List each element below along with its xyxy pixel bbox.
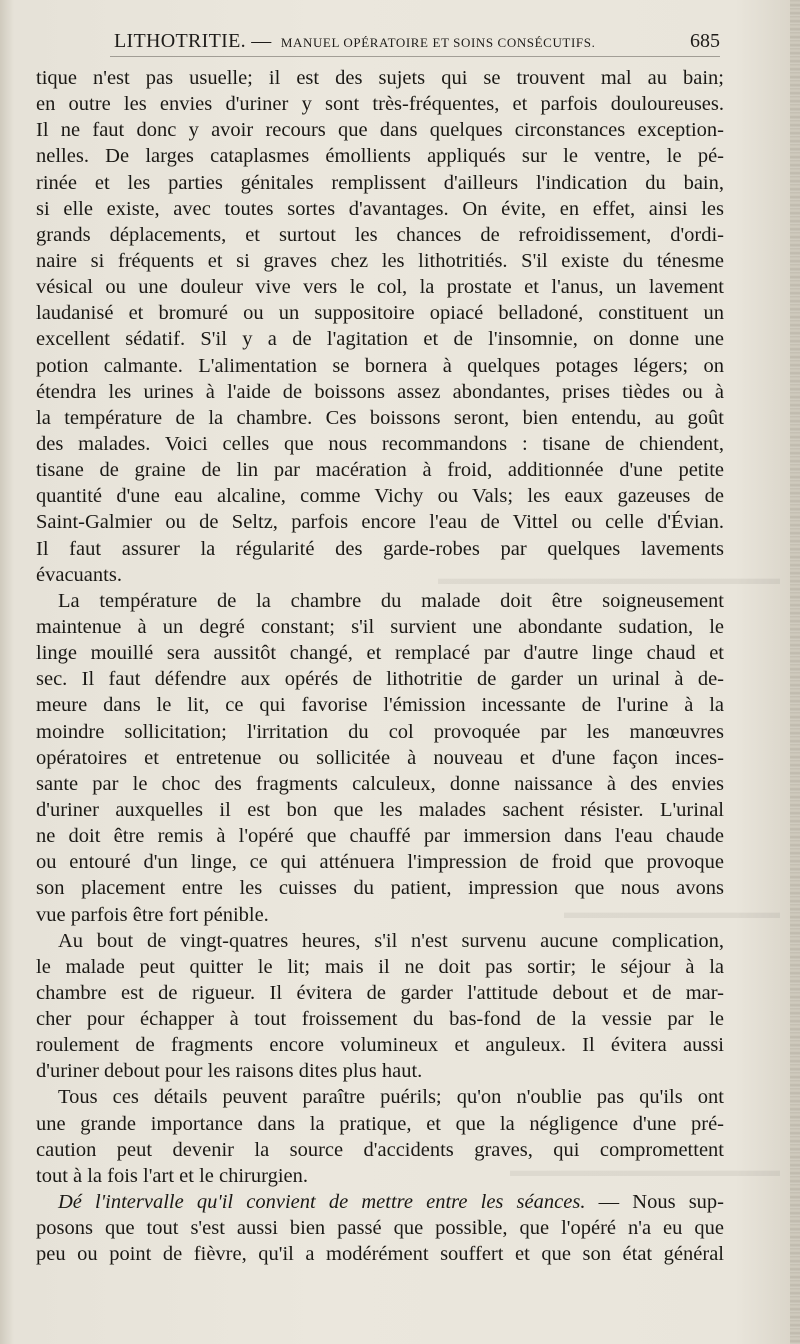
text-line: caution peut devenir la source d'accidents graves, qui compromettent [36,1138,724,1161]
text-line: d'uriner auxquelles il est bon que les malades sachent résister. L'urinal [36,798,724,821]
heading-continuation: — Nous sup- [598,1191,725,1214]
bleed-through-mark: ▬▬▬▬▬▬▬▬▬▬▬▬▬▬▬▬▬▬▬ [438,568,780,588]
text-line [36,1189,724,1215]
text-line: tique n'est pas usuelle; il est des sujets qui se trouvent mal au bain; [36,67,724,89]
text-line: La température de la chambre du malade doit être soigneusement [58,589,724,612]
paragraph-5 [36,1189,724,1267]
running-title-main: LITHOTRITIE. — [114,30,272,52]
text-line: grands déplacements, et surtout les chances de refroidissement, d'ordi- [36,223,724,246]
text-line: roulement de fragments encore volumineux et anguleux. Il évitera aussi [36,1034,724,1057]
text-line: peu ou point de fièvre, qu'il a modérément souffert et que son état général [36,1243,724,1266]
text-line: ou entouré d'un linge, ce qui atténuera l'impression de froid que provoque [36,851,724,874]
text-line: tisane de graine de lin par macération à froid, additionnée d'une petite [36,459,724,482]
paragraph-4 [36,1084,724,1189]
text-line: Il faut assurer la régularité des garde-robes par quelques lavements [36,537,724,560]
running-title [114,30,595,53]
text-line: chambre est de rigueur. Il évitera de garder l'attitude debout et de mar- [36,981,724,1004]
text-line: maintenue à un degré constant; s'il survient une abondante sudation, le [36,615,724,638]
text-line: vésical ou une douleur vive vers le col, la prostate et l'anus, un lavement [36,276,724,299]
text-line: quantité d'une eau alcaline, comme Vichy ou Vals; les eaux gazeuses de [36,485,724,508]
text-line: naire si fréquents et si graves chez les lithotritiés. S'il existe du ténesme [36,249,724,272]
header-rule [110,56,720,57]
text-line: en outre les envies d'uriner y sont très-fréquentes, et parfois douloureuses. [36,93,724,116]
text-line: Il ne faut donc y avoir recours que dans quelques circonstances exception- [36,119,724,142]
text-line: des malades. Voici celles que nous recommandons : tisane de chiendent, [36,432,724,455]
body-text [36,65,724,1267]
text-line: Tous ces détails peuvent paraître puérils; qu'on n'oublie pas qu'ils ont [58,1086,724,1109]
text-line: moindre sollicitation; l'irritation du col provoquée par les manœuvres [36,720,724,743]
text-line: son placement entre les cuisses du patient, impression que nous avons [36,877,724,900]
text-line: meure dans le lit, ce qui favorise l'émission incessante de l'urine à la [36,694,724,717]
text-line: sec. Il faut défendre aux opérés de lithotritie de garder un urinal à de- [36,668,724,691]
page-header [100,30,720,60]
section-heading: Dé l'intervalle qu'il convient de mettre entre les séances. [58,1191,586,1214]
text-line: cher pour échapper à tout froissement du bas-fond de la vessie par le [36,1008,724,1031]
text-line: si elle existe, avec toutes sortes d'avantages. On évite, en effet, ainsi les [36,197,724,220]
text-line: étendra les urines à l'aide de boissons assez abondantes, prises tièdes ou à [36,380,724,403]
text-line: évacuants. [36,563,122,586]
text-line: la température de la chambre. Ces boissons seront, bien entendu, au goût [36,406,724,429]
text-line: d'uriner debout pour les raisons dites plus haut. [36,1060,423,1083]
text-line: nelles. De larges cataplasmes émollients appliqués sur le ventre, le pé- [36,145,724,168]
text-line: potion calmante. L'alimentation se bornera à quelques potages légers; on [36,354,724,377]
page-edge-shadow [790,0,800,1344]
bleed-through-mark: ▬▬▬▬▬▬▬▬▬▬▬▬ [564,902,780,922]
text-line: une grande importance dans la pratique, et que la négligence d'une pré- [36,1112,724,1135]
text-line: posons que tout s'est aussi bien passé que possible, que l'opéré n'a eu que [36,1217,724,1240]
running-title-section: MANUEL OPÉRATOIRE ET SOINS CONSÉCUTIFS. [280,35,596,50]
paragraph-3 [36,928,724,1085]
text-line: vue parfois être fort pénible. [36,903,269,926]
page-number: 685 [690,30,720,52]
text-line: opératoires et entretenue ou sollicitée à nouveau et d'une façon inces- [36,746,724,769]
text-line: sante par le choc des fragments calculeux, donne naissance à des envies [36,772,724,795]
text-line: le malade peut quitter le lit; mais il ne doit pas sortir; le séjour à la [36,955,724,978]
text-line: rinée et les parties génitales remplissent d'ailleurs l'indication du bain, [36,171,724,194]
text-line: laudanisé et bromuré ou un suppositoire opiacé belladoné, constituent un [36,302,724,325]
paragraph-2 [36,588,724,928]
text-line: tout à la fois l'art et le chirurgien. [36,1164,309,1187]
text-line: Au bout de vingt-quatres heures, s'il n'est survenu aucune complication, [58,929,724,952]
text-line: Saint-Galmier ou de Seltz, parfois encore l'eau de Vittel ou celle d'Évian. [36,511,724,534]
text-line: linge mouillé sera aussitôt changé, et remplacé par d'autre linge chaud et [36,642,724,665]
bleed-through-mark: ▬▬▬▬▬▬▬▬▬▬▬▬▬▬▬ [510,1160,780,1180]
text-line: excellent sédatif. S'il y a de l'agitation et de l'insomnie, on donne une [36,328,724,351]
paragraph-1 [36,65,724,588]
text-line: ne doit être remis à l'opéré que chauffé par immersion dans l'eau chaude [36,825,724,848]
